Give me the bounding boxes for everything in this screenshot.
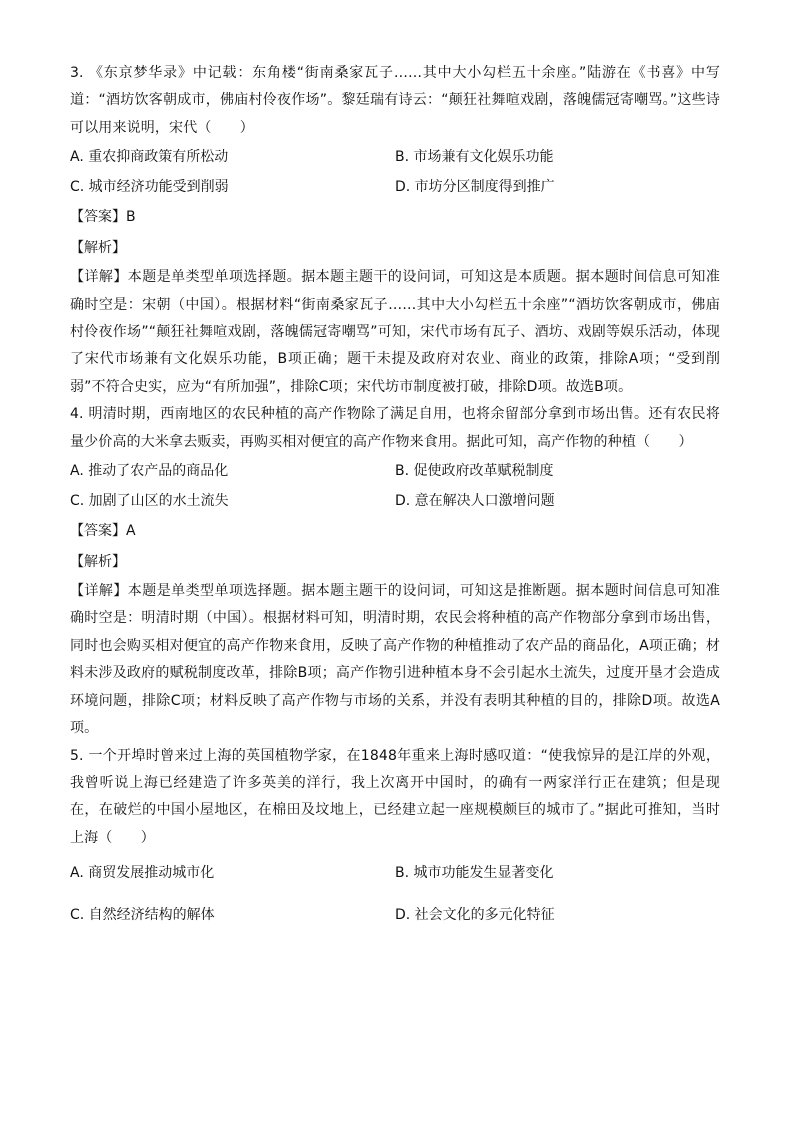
question-3-detail: 【详解】本题是单类型单项选择题。据本题主题干的设问词，可知这是本质题。据本题时间信息可知准确时空是：宋朝（中国）。根据材料“街南桑家瓦子……其中大小勾栏五十余座”“酒坊饮客朝成市，佛庙村伶夜作场”“颠狂社舞喧戏剧，落魄儒冠寄嘲骂”可知，宋代市场有瓦子、酒坊、戏剧等娱乐活动，体现了宋代市场兼有文化娱乐功能，B项正确；题干未提及政府对农业、商业的政策，排除A项；“受到削弱”不符合史实，应为“有所加强”，排除C项；宋代坊市制度被打破，排除D项。故选B项。 — [70, 269, 720, 395]
question-4-option-d: D. 意在解决人口激增问题 — [395, 493, 555, 510]
question-4-detail: 【详解】本题是单类型单项选择题。据本题主题干的设问词，可知这是推断题。据本题时间信息可知准确时空是：明清时期（中国）。根据材料可知，明清时期，农民会将种植的高产作物部分拿到市场出售，同时也会购买相对便宜的高产作物来食用，反映了高产作物的种植推动了农产品的商品化，A项正确；材料未涉及政府的赋税制度改革，排除B项；高产作物引进种植本身不会引起水土流失，过度开垦才会造成环境问题，排除C项；材料反映了高产作物与市场的关系，并没有表明其种植的目的，排除D项。故选A项。 — [70, 583, 720, 737]
question-4-stem: 4. 明清时期，西南地区的农民种植的高产作物除了满足自用，也将余留部分拿到市场出售。还有农民将量少价高的大米拿去贩卖，再购买相对便宜的高产作物来食用。据此可知，高产作物的种植（ ） — [70, 406, 720, 450]
question-5-stem: 5. 一个开埠时曾来过上海的英国植物学家，在1848年重来上海时感叹道：“使我惊异的是江岸的外观，我曾听说上海已经建造了许多英美的洋行，我上次离开中国时，的确有一两家洋行正在建筑；但是现在，在破烂的中国小屋地区，在棉田及坟地上，已经建立起一座规模颇巨的城市了。”据此可推知，当时上海（ ） — [70, 747, 720, 846]
question-3-option-b: B. 市场兼有文化娱乐功能 — [395, 149, 554, 166]
question-3-options — [70, 142, 720, 202]
question-3-option-c: C. 城市经济功能受到削弱 — [70, 179, 229, 196]
document-page — [70, 60, 720, 936]
question-4-answer: 【答案】A — [70, 523, 136, 540]
question-4-option-a: A. 推动了农产品的商品化 — [70, 463, 229, 480]
question-5-options — [70, 852, 720, 936]
question-5-option-c: C. 自然经济结构的解体 — [70, 907, 215, 924]
question-3-stem: 3. 《东京梦华录》中记载：东角楼“街南桑家瓦子……其中大小勾栏五十余座。”陆游在《书喜》中写道：“酒坊饮客朝成市，佛庙村伶夜作场”。黎廷瑞有诗云：“颠狂社舞喧戏剧，落魄儒冠寄嘲骂。”这些诗可以用来说明，宋代（ ） — [70, 65, 720, 136]
question-4-options — [70, 456, 720, 516]
question-4-analysis-label: 【解析】 — [70, 554, 126, 571]
question-3-option-d: D. 市坊分区制度得到推广 — [395, 179, 555, 196]
question-5-option-a: A. 商贸发展推动城市化 — [70, 865, 215, 882]
question-3-option-a: A. 重农抑商政策有所松动 — [70, 149, 229, 166]
question-3-answer: 【答案】B — [70, 209, 136, 226]
question-3-analysis-label: 【解析】 — [70, 240, 126, 257]
question-5-option-d: D. 社会文化的多元化特征 — [395, 907, 555, 924]
question-4-option-c: C. 加剧了山区的水土流失 — [70, 493, 229, 510]
question-4-option-b: B. 促使政府改革赋税制度 — [395, 463, 554, 480]
question-5-option-b: B. 城市功能发生显著变化 — [395, 865, 554, 882]
